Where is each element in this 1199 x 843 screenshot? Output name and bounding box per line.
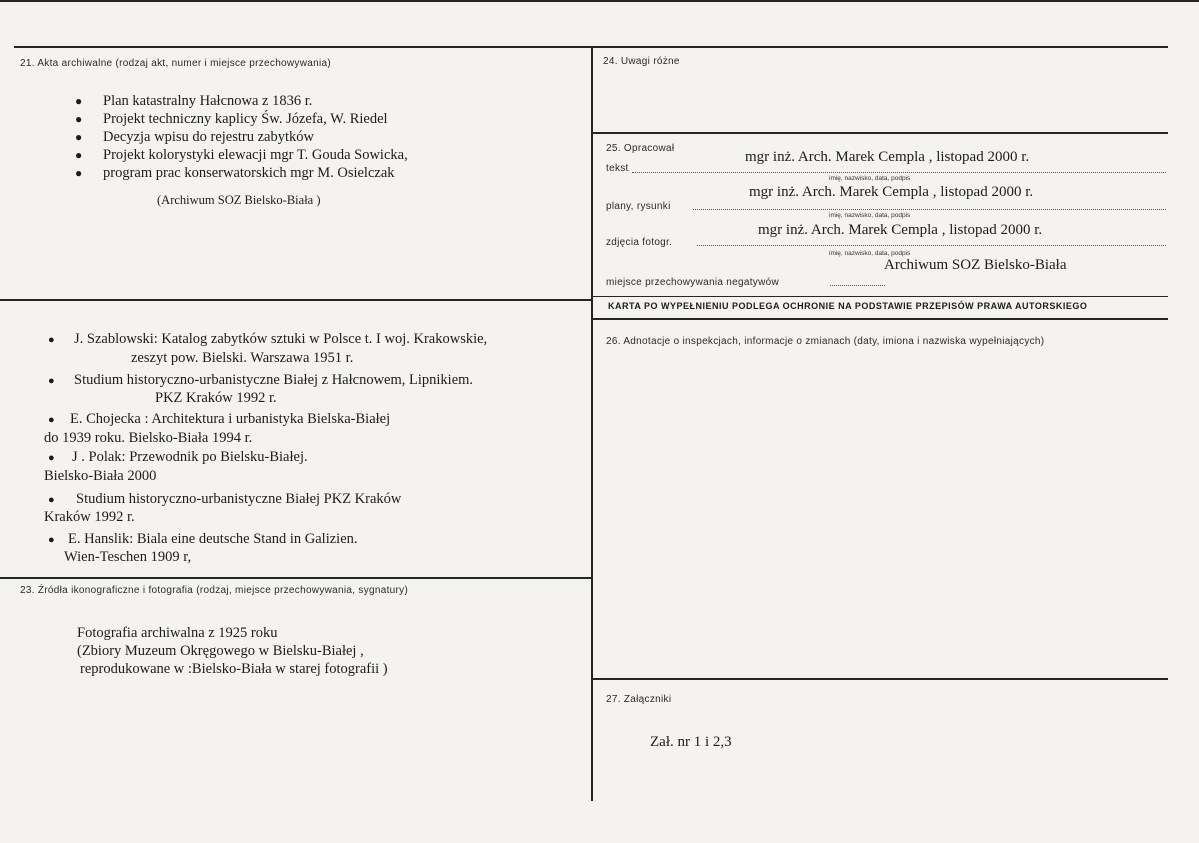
tekst-label: tekst bbox=[606, 163, 629, 174]
zdjecia-value: mgr inż. Arch. Marek Cempla , listopad 2000 r. bbox=[758, 222, 1043, 238]
section-23-label: 23. Źródła ikonograficzne i fotografia (rodzaj, miejsce przechowywania, sygnatury) bbox=[20, 585, 409, 596]
list-item: ● Projekt techniczny kaplicy Św. Józefa, W. Riedel bbox=[75, 111, 388, 127]
divider-22-23 bbox=[0, 577, 591, 579]
bullet-icon: ● bbox=[48, 375, 55, 387]
tekst-dotted-line bbox=[632, 172, 1166, 173]
copyright-notice: KARTA PO WYPEŁNIENIU PODLEGA OCHRONIE NA PODSTAWIE PRZEPISÓW PRAWA AUTORSKIEGO bbox=[608, 301, 1088, 311]
bullet-icon: ● bbox=[48, 494, 55, 506]
miejsce-value: Archiwum SOZ Bielsko-Biała bbox=[884, 257, 1067, 273]
divider-25-26 bbox=[593, 318, 1168, 320]
top-border bbox=[0, 0, 1199, 2]
section-25-label: 25. Opracował bbox=[606, 143, 675, 154]
column-divider bbox=[591, 46, 593, 801]
tekst-value: mgr inż. Arch. Marek Cempla , listopad 2000 r. bbox=[745, 149, 1030, 165]
plany-dotted-line bbox=[693, 209, 1166, 210]
bullet-icon: ● bbox=[75, 166, 83, 180]
photo-source-line: Fotografia archiwalna z 1925 roku bbox=[77, 625, 278, 641]
list-item: ● Plan katastralny Hałcnowa z 1836 r. bbox=[75, 93, 313, 109]
plany-value: mgr inż. Arch. Marek Cempla , listopad 2000 r. bbox=[749, 184, 1034, 200]
archival-records-list bbox=[75, 92, 408, 182]
section-24-label: 24. Uwagi różne bbox=[603, 56, 680, 67]
archival-source: (Archiwum SOZ Bielsko-Biała ) bbox=[157, 193, 321, 207]
photo-source-line: (Zbiory Muzeum Okręgowego w Bielsku-Białej , bbox=[77, 643, 364, 659]
bullet-icon: ● bbox=[75, 130, 83, 144]
plany-sub-caption: imię, nazwisko, data, podpis bbox=[829, 212, 911, 219]
divider-21-22 bbox=[0, 299, 591, 301]
bullet-icon: ● bbox=[48, 452, 55, 464]
divider-26-27 bbox=[593, 678, 1168, 680]
tekst-sub-caption: imię, nazwisko, data, podpis bbox=[829, 175, 911, 182]
notice-top-line bbox=[593, 296, 1168, 297]
bullet-icon: ● bbox=[48, 414, 55, 426]
list-item: ● Decyzja wpisu do rejestru zabytków bbox=[75, 129, 314, 145]
attachments-value: Zał. nr 1 i 2,3 bbox=[650, 734, 732, 750]
bullet-icon: ● bbox=[75, 148, 83, 162]
zdjecia-dotted-line bbox=[697, 245, 1166, 246]
section-21-label: 21. Akta archiwalne (rodzaj akt, numer i miejsce przechowywania) bbox=[20, 58, 331, 69]
bullet-icon: ● bbox=[75, 94, 83, 108]
miejsce-label: miejsce przechowywania negatywów bbox=[606, 277, 780, 288]
bullet-icon: ● bbox=[75, 112, 83, 126]
photo-source-line: reprodukowane w :Bielsko-Biała w starej fotografii ) bbox=[80, 661, 388, 677]
section-27-label: 27. Załączniki bbox=[606, 694, 672, 705]
divider-24-25 bbox=[593, 132, 1168, 134]
bullet-icon: ● bbox=[48, 334, 55, 346]
bullet-icon: ● bbox=[48, 534, 55, 546]
miejsce-dotted-line bbox=[830, 285, 885, 286]
section-26-label: 26. Adnotacje o inspekcjach, informacje o zmianach (daty, imiona i nazwiska wypełniających) bbox=[606, 336, 1045, 347]
list-item: ● Projekt kolorystyki elewacji mgr T. Gouda Sowicka, bbox=[75, 147, 408, 163]
zdjecia-sub-caption: imię, nazwisko, data, podpis bbox=[829, 250, 911, 257]
plany-label: plany, rysunki bbox=[606, 201, 671, 212]
zdjecia-label: zdjęcia fotogr. bbox=[606, 237, 673, 248]
list-item: ● program prac konserwatorskich mgr M. Osielczak bbox=[75, 165, 395, 181]
